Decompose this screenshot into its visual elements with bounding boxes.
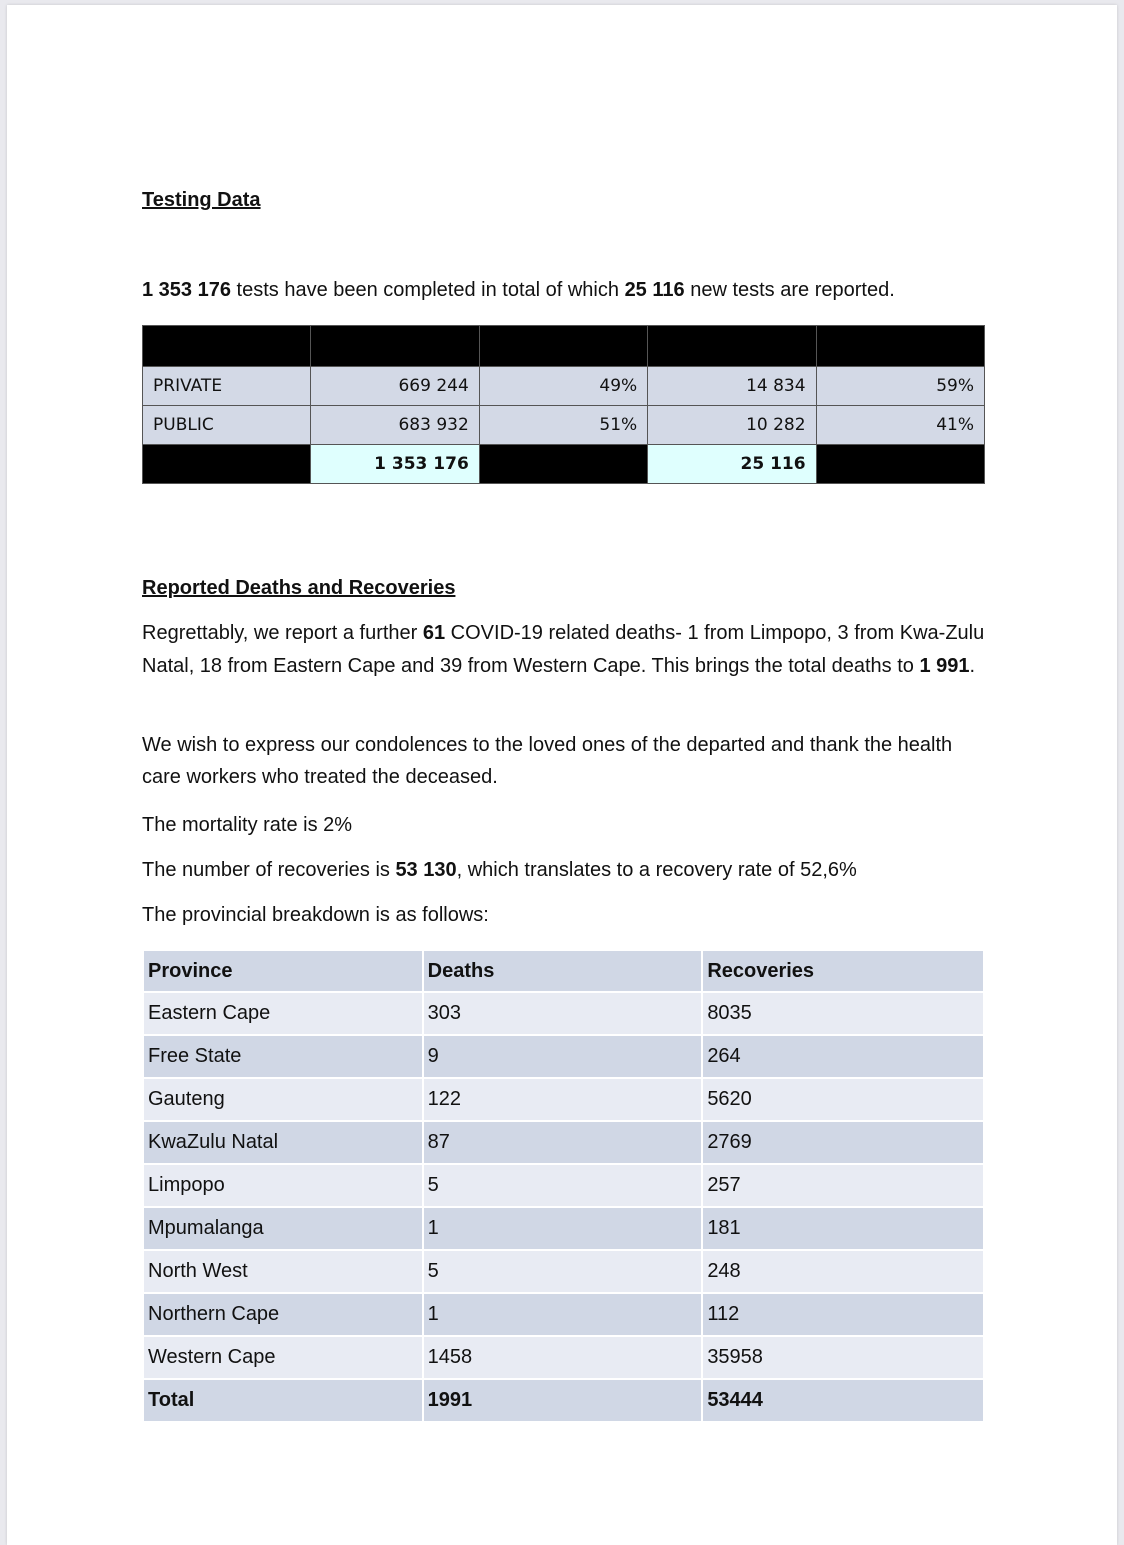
header-province: Province: [144, 951, 424, 993]
recoveries-cell: 5620: [703, 1079, 983, 1122]
deaths-cell: 122: [424, 1079, 704, 1122]
new-pct-cell: 59%: [816, 367, 984, 406]
recoveries-cell: 248: [703, 1251, 983, 1294]
deaths-cell: 1: [424, 1294, 704, 1337]
province-cell: Free State: [144, 1036, 424, 1079]
total-tests-value: 1 353 176: [142, 279, 231, 301]
provincial-table-header: [144, 951, 983, 993]
new-tests-sum: 25 116: [648, 445, 816, 484]
document-page: [7, 5, 1117, 1545]
total-deaths: 1991: [424, 1380, 704, 1423]
testing-table-totals: [143, 445, 985, 484]
total-deaths-value: 1 991: [919, 655, 970, 677]
table-row: [144, 1122, 983, 1165]
recoveries-value: 53 130: [395, 859, 457, 881]
recoveries-cell: 181: [703, 1208, 983, 1251]
deaths-recoveries-heading: Reported Deaths and Recoveries: [142, 577, 456, 599]
table-row: [144, 1165, 983, 1208]
recoveries-cell: 8035: [703, 993, 983, 1036]
table-row: [143, 406, 985, 445]
new-tests-cell: 14 834: [648, 367, 816, 406]
deaths-cell: 5: [424, 1251, 704, 1294]
sector-cell: PRIVATE: [143, 367, 311, 406]
table-row: [144, 1294, 983, 1337]
deaths-cell: 1458: [424, 1337, 704, 1380]
total-label: Total: [144, 1380, 424, 1423]
total-pct-cell: 51%: [479, 406, 647, 445]
new-tests-cell: 10 282: [648, 406, 816, 445]
table-row: [144, 1079, 983, 1122]
sector-cell: PUBLIC: [143, 406, 311, 445]
testing-summary: 1 353 176 tests have been completed in total of which 25 116 new tests are reported.: [142, 279, 895, 301]
mortality-rate-text: The mortality rate is 2%: [142, 814, 353, 836]
table-row: [144, 1251, 983, 1294]
deaths-cell: 1: [424, 1208, 704, 1251]
total-pct-cell: 49%: [479, 367, 647, 406]
deaths-cell: 5: [424, 1165, 704, 1208]
new-pct-cell: 41%: [816, 406, 984, 445]
province-cell: Eastern Cape: [144, 993, 424, 1036]
testing-table-header: [143, 326, 985, 367]
total-tests-cell: 669 244: [311, 367, 479, 406]
provincial-table-total: [144, 1380, 983, 1423]
deaths-cell: 303: [424, 993, 704, 1036]
province-cell: Limpopo: [144, 1165, 424, 1208]
table-row: [144, 1337, 983, 1380]
recoveries-cell: 112: [703, 1294, 983, 1337]
recoveries-cell: 264: [703, 1036, 983, 1079]
total-tests-sum: 1 353 176: [311, 445, 479, 484]
province-cell: North West: [144, 1251, 424, 1294]
table-row: [144, 1208, 983, 1251]
recoveries-cell: 2769: [703, 1122, 983, 1165]
new-tests-value: 25 116: [624, 279, 685, 301]
testing-table: [142, 325, 985, 484]
recoveries-paragraph: The number of recoveries is 53 130, which translates to a recovery rate of 52,6%: [142, 859, 857, 881]
table-row: [144, 993, 983, 1036]
deaths-paragraph: Regrettably, we report a further 61 COVID-19 related deaths- 1 from Limpopo, 3 from Kwa-Zulu Natal, 18 from Eastern Cape and 39 from Western Cape. This brings the total deaths to 1 991.: [142, 622, 985, 677]
deaths-cell: 87: [424, 1122, 704, 1165]
header-deaths: Deaths: [424, 951, 704, 993]
table-row: [144, 1036, 983, 1079]
provincial-table: [144, 951, 983, 1423]
recoveries-cell: 257: [703, 1165, 983, 1208]
province-cell: Mpumalanga: [144, 1208, 424, 1251]
testing-data-heading: Testing Data: [142, 189, 261, 211]
province-cell: Gauteng: [144, 1079, 424, 1122]
breakdown-intro: The provincial breakdown is as follows:: [142, 904, 489, 926]
province-cell: Western Cape: [144, 1337, 424, 1380]
new-deaths-value: 61: [422, 622, 446, 644]
province-cell: KwaZulu Natal: [144, 1122, 424, 1165]
total-tests-cell: 683 932: [311, 406, 479, 445]
recoveries-cell: 35958: [703, 1337, 983, 1380]
total-recoveries: 53444: [703, 1380, 983, 1423]
header-recoveries: Recoveries: [703, 951, 983, 993]
condolences-paragraph: We wish to express our condolences to the loved ones of the departed and thank the health care workers who treated the deceased.: [142, 734, 953, 788]
table-row: [143, 367, 985, 406]
province-cell: Northern Cape: [144, 1294, 424, 1337]
deaths-cell: 9: [424, 1036, 704, 1079]
